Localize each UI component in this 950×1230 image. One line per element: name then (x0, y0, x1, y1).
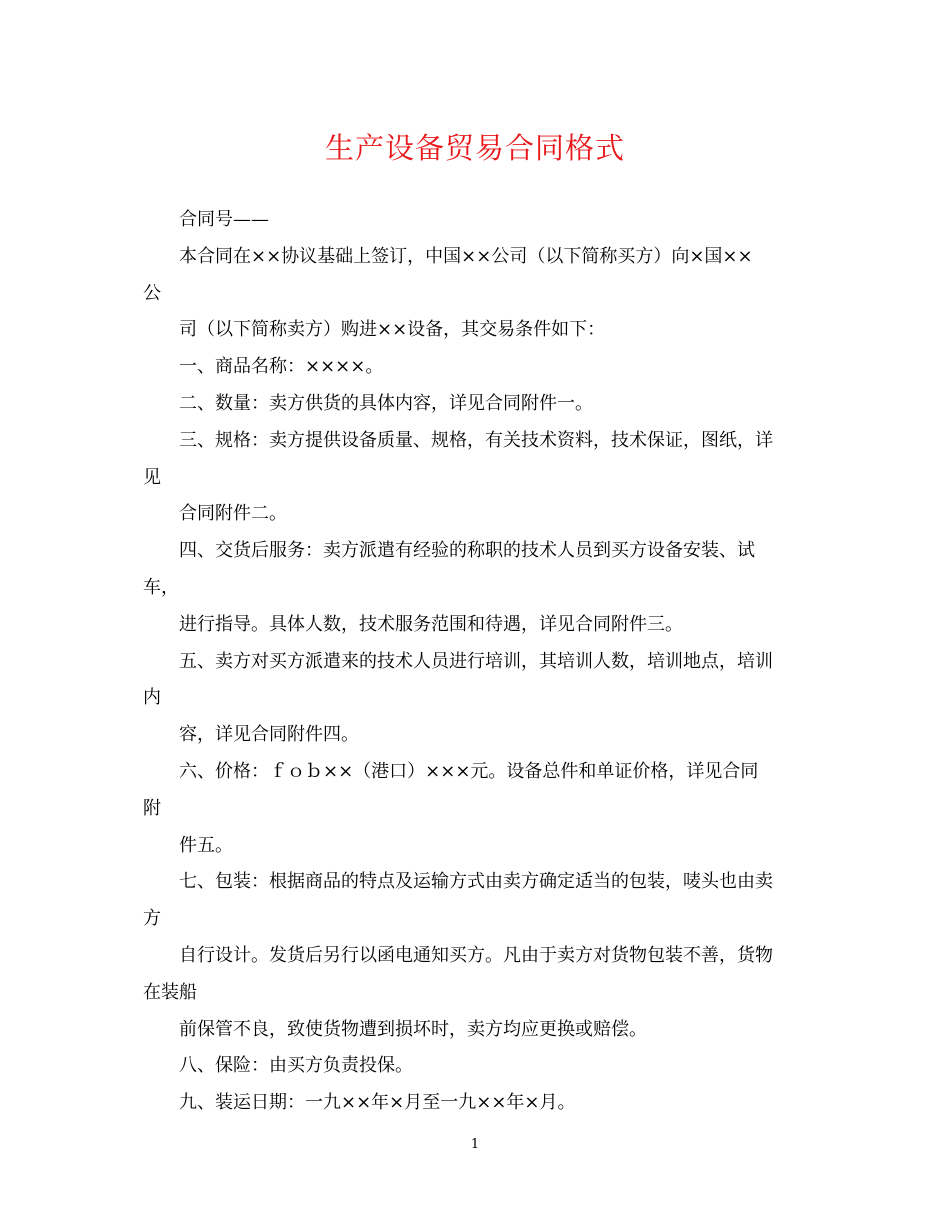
document-line: 件五。 (179, 834, 233, 856)
document-line: 内 (143, 687, 161, 709)
document-line: 见 (143, 466, 161, 488)
document-line: 自行设计。发货后另行以函电通知买方。凡由于卖方对货物包装不善，货物 (179, 944, 773, 966)
document-line: 九、装运日期：一九××年×月至一九××年×月。 (179, 1092, 576, 1114)
document-line: 前保管不良，致使货物遭到损坏时，卖方均应更换或赔偿。 (179, 1018, 647, 1040)
document-line: 八、保险：由买方负责投保。 (179, 1055, 413, 1077)
document-line: 本合同在××协议基础上签订，中国××公司（以下简称买方）向×国×× (179, 245, 753, 267)
document-line: 进行指导。具体人数，技术服务范围和待遇，详见合同附件三。 (179, 613, 683, 635)
document-line: 在装船 (143, 981, 197, 1003)
document-line: 方 (143, 908, 161, 930)
document-line: 五、卖方对买方派遣来的技术人员进行培训，其培训人数，培训地点，培训 (179, 650, 773, 672)
page-number: 1 (470, 1137, 480, 1152)
document-line: 二、数量：卖方供货的具体内容，详见合同附件一。 (179, 392, 593, 414)
document-line: 合同号—— (179, 209, 269, 230)
document-line: 容，详见合同附件四。 (179, 724, 359, 746)
document-line: 公 (143, 282, 161, 304)
document-line: 一、商品名称：××××。 (179, 356, 384, 378)
document-line: 车， (143, 576, 179, 598)
document-line: 合同附件二。 (179, 503, 287, 525)
document-line: 七、包装：根据商品的特点及运输方式由卖方确定适当的包装，唛头也由卖 (179, 871, 773, 893)
document-line: 三、规格：卖方提供设备质量、规格，有关技术资料，技术保证，图纸，详 (179, 429, 773, 451)
document-line: 四、交货后服务：卖方派遣有经验的称职的技术人员到买方设备安装、试 (179, 540, 755, 562)
document-line: 司（以下简称卖方）购进××设备，其交易条件如下： (179, 319, 606, 341)
document-line: 附 (143, 797, 161, 819)
document-body (143, 202, 808, 1122)
document-line: 六、价格：ｆｏｂ××（港口）×××元。设备总件和单证价格，详见合同 (179, 760, 759, 782)
document-title: 生产设备贸易合同格式 (324, 131, 625, 165)
